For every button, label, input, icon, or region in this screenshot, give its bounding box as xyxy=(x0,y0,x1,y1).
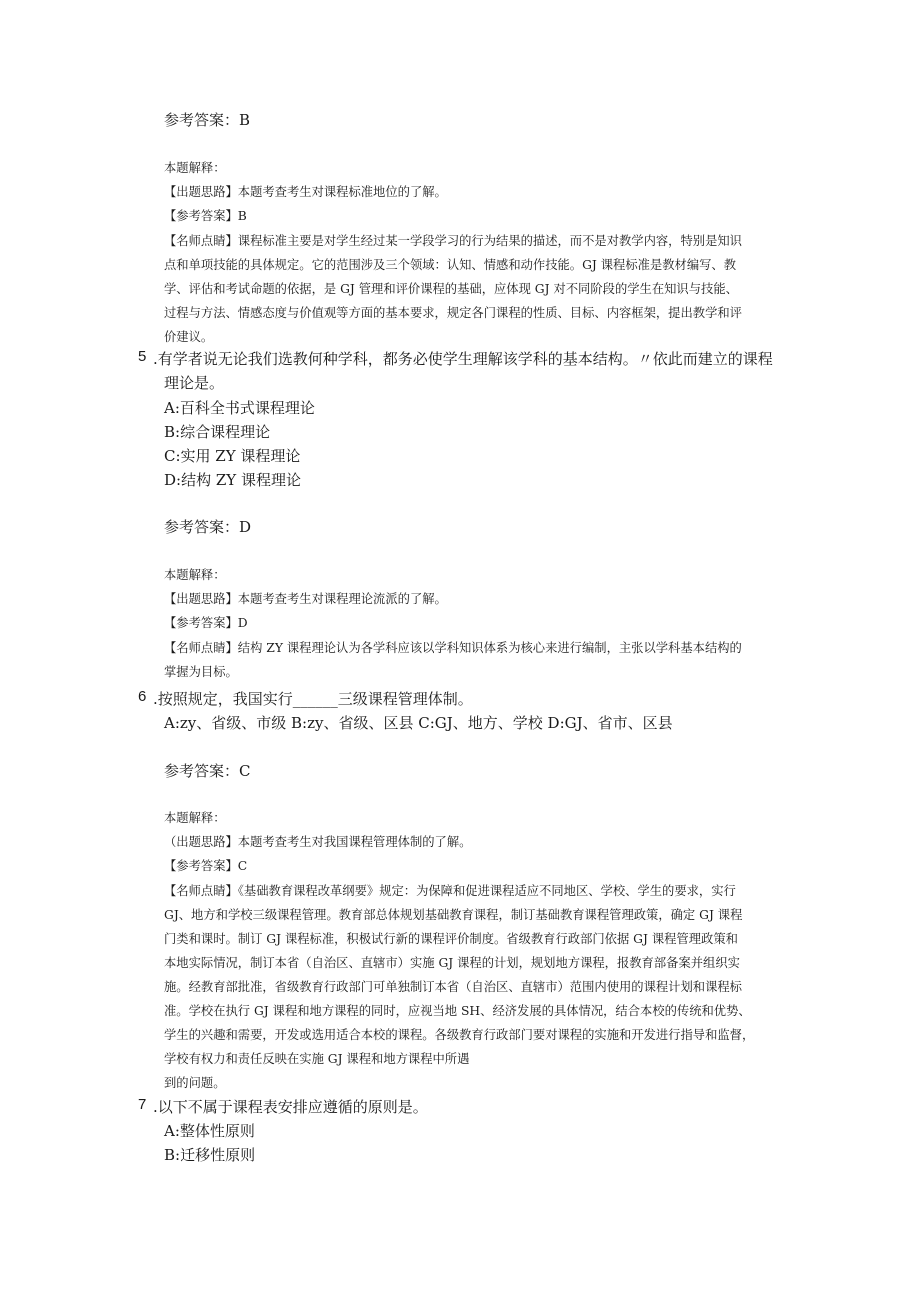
question-stem: 理论是。 xyxy=(164,374,225,392)
explain-tips-line: 掌握为目标。 xyxy=(164,665,238,679)
explain-tips-line: 学、评估和考试命题的依据，是 GJ 管理和评价课程的基础，应体现 GJ 对不同阶段的学生在知识与技能、 xyxy=(164,282,738,296)
explain-tips-line: 本地实际情况，制订本省（自治区、直辖市）实施 GJ 课程的计划，规划地方课程，报教育部备案并组织实 xyxy=(164,956,740,970)
explain-title: 本题解释： xyxy=(164,568,226,582)
answer-line: 参考答案：D xyxy=(164,518,252,536)
option-b: B:综合课程理论 xyxy=(164,423,271,441)
explain-tips-line: 到的问题。 xyxy=(164,1076,226,1090)
explain-tips-line: 过程与方法、情感态度与价值观等方面的基本要求，规定各门课程的性质、目标、内容框架，提出教学和评 xyxy=(164,306,742,320)
option-d: D:结构 ZY 课程理论 xyxy=(164,471,301,489)
explain-title: 本题解释： xyxy=(164,161,226,175)
question-stem: .有学者说无论我们选教何种学科，都务必使学生理解该学科的基本结构。〃依此而建立的课程 xyxy=(153,350,773,368)
explain-tips-line: 价建议。 xyxy=(164,330,214,344)
explain-title: 本题解释： xyxy=(164,811,226,825)
explain-tips-line: 门类和课时。制订 GJ 课程标准，积极试行新的课程评价制度。省级教育行政部门依据 GJ 课程管理政策和 xyxy=(164,932,738,946)
explain-tips-line: 施。经教育部批准，省级教育行政部门可单独制订本省（自治区、直辖市）范围内使用的课程计划和课程标 xyxy=(164,980,742,994)
explain-tips-line: 准。学校在执行 GJ 课程和地方课程的同时，应视当地 SH、经济发展的具体情况，结合本校的传统和优势、 xyxy=(164,1004,751,1018)
explain-tips-line: 【名师点睛】结构 ZY 课程理论认为各学科应该以学科知识体系为核心来进行编制，主张以学科基本结构的 xyxy=(164,641,742,655)
explain-idea: （出题思路】本题考查考生对我国课程管理体制的了解。 xyxy=(164,835,472,849)
answer-line: 参考答案：C xyxy=(164,762,251,780)
explain-reference: 【参考答案】B xyxy=(164,209,247,223)
explain-reference: 【参考答案】D xyxy=(164,616,248,630)
question-number: 6 xyxy=(138,688,147,705)
explain-tips-line: GJ、地方和学校三级课程管理。教育部总体规划基础教育课程，制订基础教育课程管理政策，确定 GJ 课程 xyxy=(164,908,743,922)
option-a: A:百科全书式课程理论 xyxy=(164,399,315,417)
explain-tips-line: 点和单项技能的具体规定。它的范围涉及三个领域：认知、情感和动作技能。GJ 课程标准是教材编写、教 xyxy=(164,258,737,272)
options-line: A:zy、省级、市级 B:zy、省级、区县 C:GJ、地方、学校 D:GJ、省市、区县 xyxy=(164,714,673,732)
question-stem: .以下不属于课程表安排应遵循的原则是。 xyxy=(153,1098,428,1116)
question-number: 5 xyxy=(138,348,147,365)
explain-reference: 【参考答案】C xyxy=(164,859,248,873)
explain-idea: 【出题思路】本题考查考生对课程理论流派的了解。 xyxy=(164,592,447,606)
explain-tips-line: 【名师点睛】课程标准主要是对学生经过某一学段学习的行为结果的描述，而不是对教学内容，特别是知识 xyxy=(164,234,742,248)
option-c: C:实用 ZY 课程理论 xyxy=(164,447,301,465)
question-number: 7 xyxy=(138,1096,147,1113)
option-b: B:迁移性原则 xyxy=(164,1146,256,1164)
explain-tips-line: 【名师点睛】《基础教育课程改革纲要》规定：为保障和促进课程适应不同地区、学校、学生的要求，实行 xyxy=(164,884,736,898)
question-stem: .按照规定，我国实行______三级课程管理体制。 xyxy=(153,690,473,708)
explain-tips-line: 学校有权力和责任反映在实施 GJ 课程和地方课程中所遇 xyxy=(164,1052,470,1066)
answer-line: 参考答案：B xyxy=(164,111,251,129)
option-a: A:整体性原则 xyxy=(164,1122,255,1140)
explain-idea: 【出题思路】本题考查考生对课程标准地位的了解。 xyxy=(164,185,447,199)
explain-tips-line: 学生的兴趣和需要，开发或选用适合本校的课程。各级教育行政部门要对课程的实施和开发进行指导和监督， xyxy=(164,1028,755,1042)
